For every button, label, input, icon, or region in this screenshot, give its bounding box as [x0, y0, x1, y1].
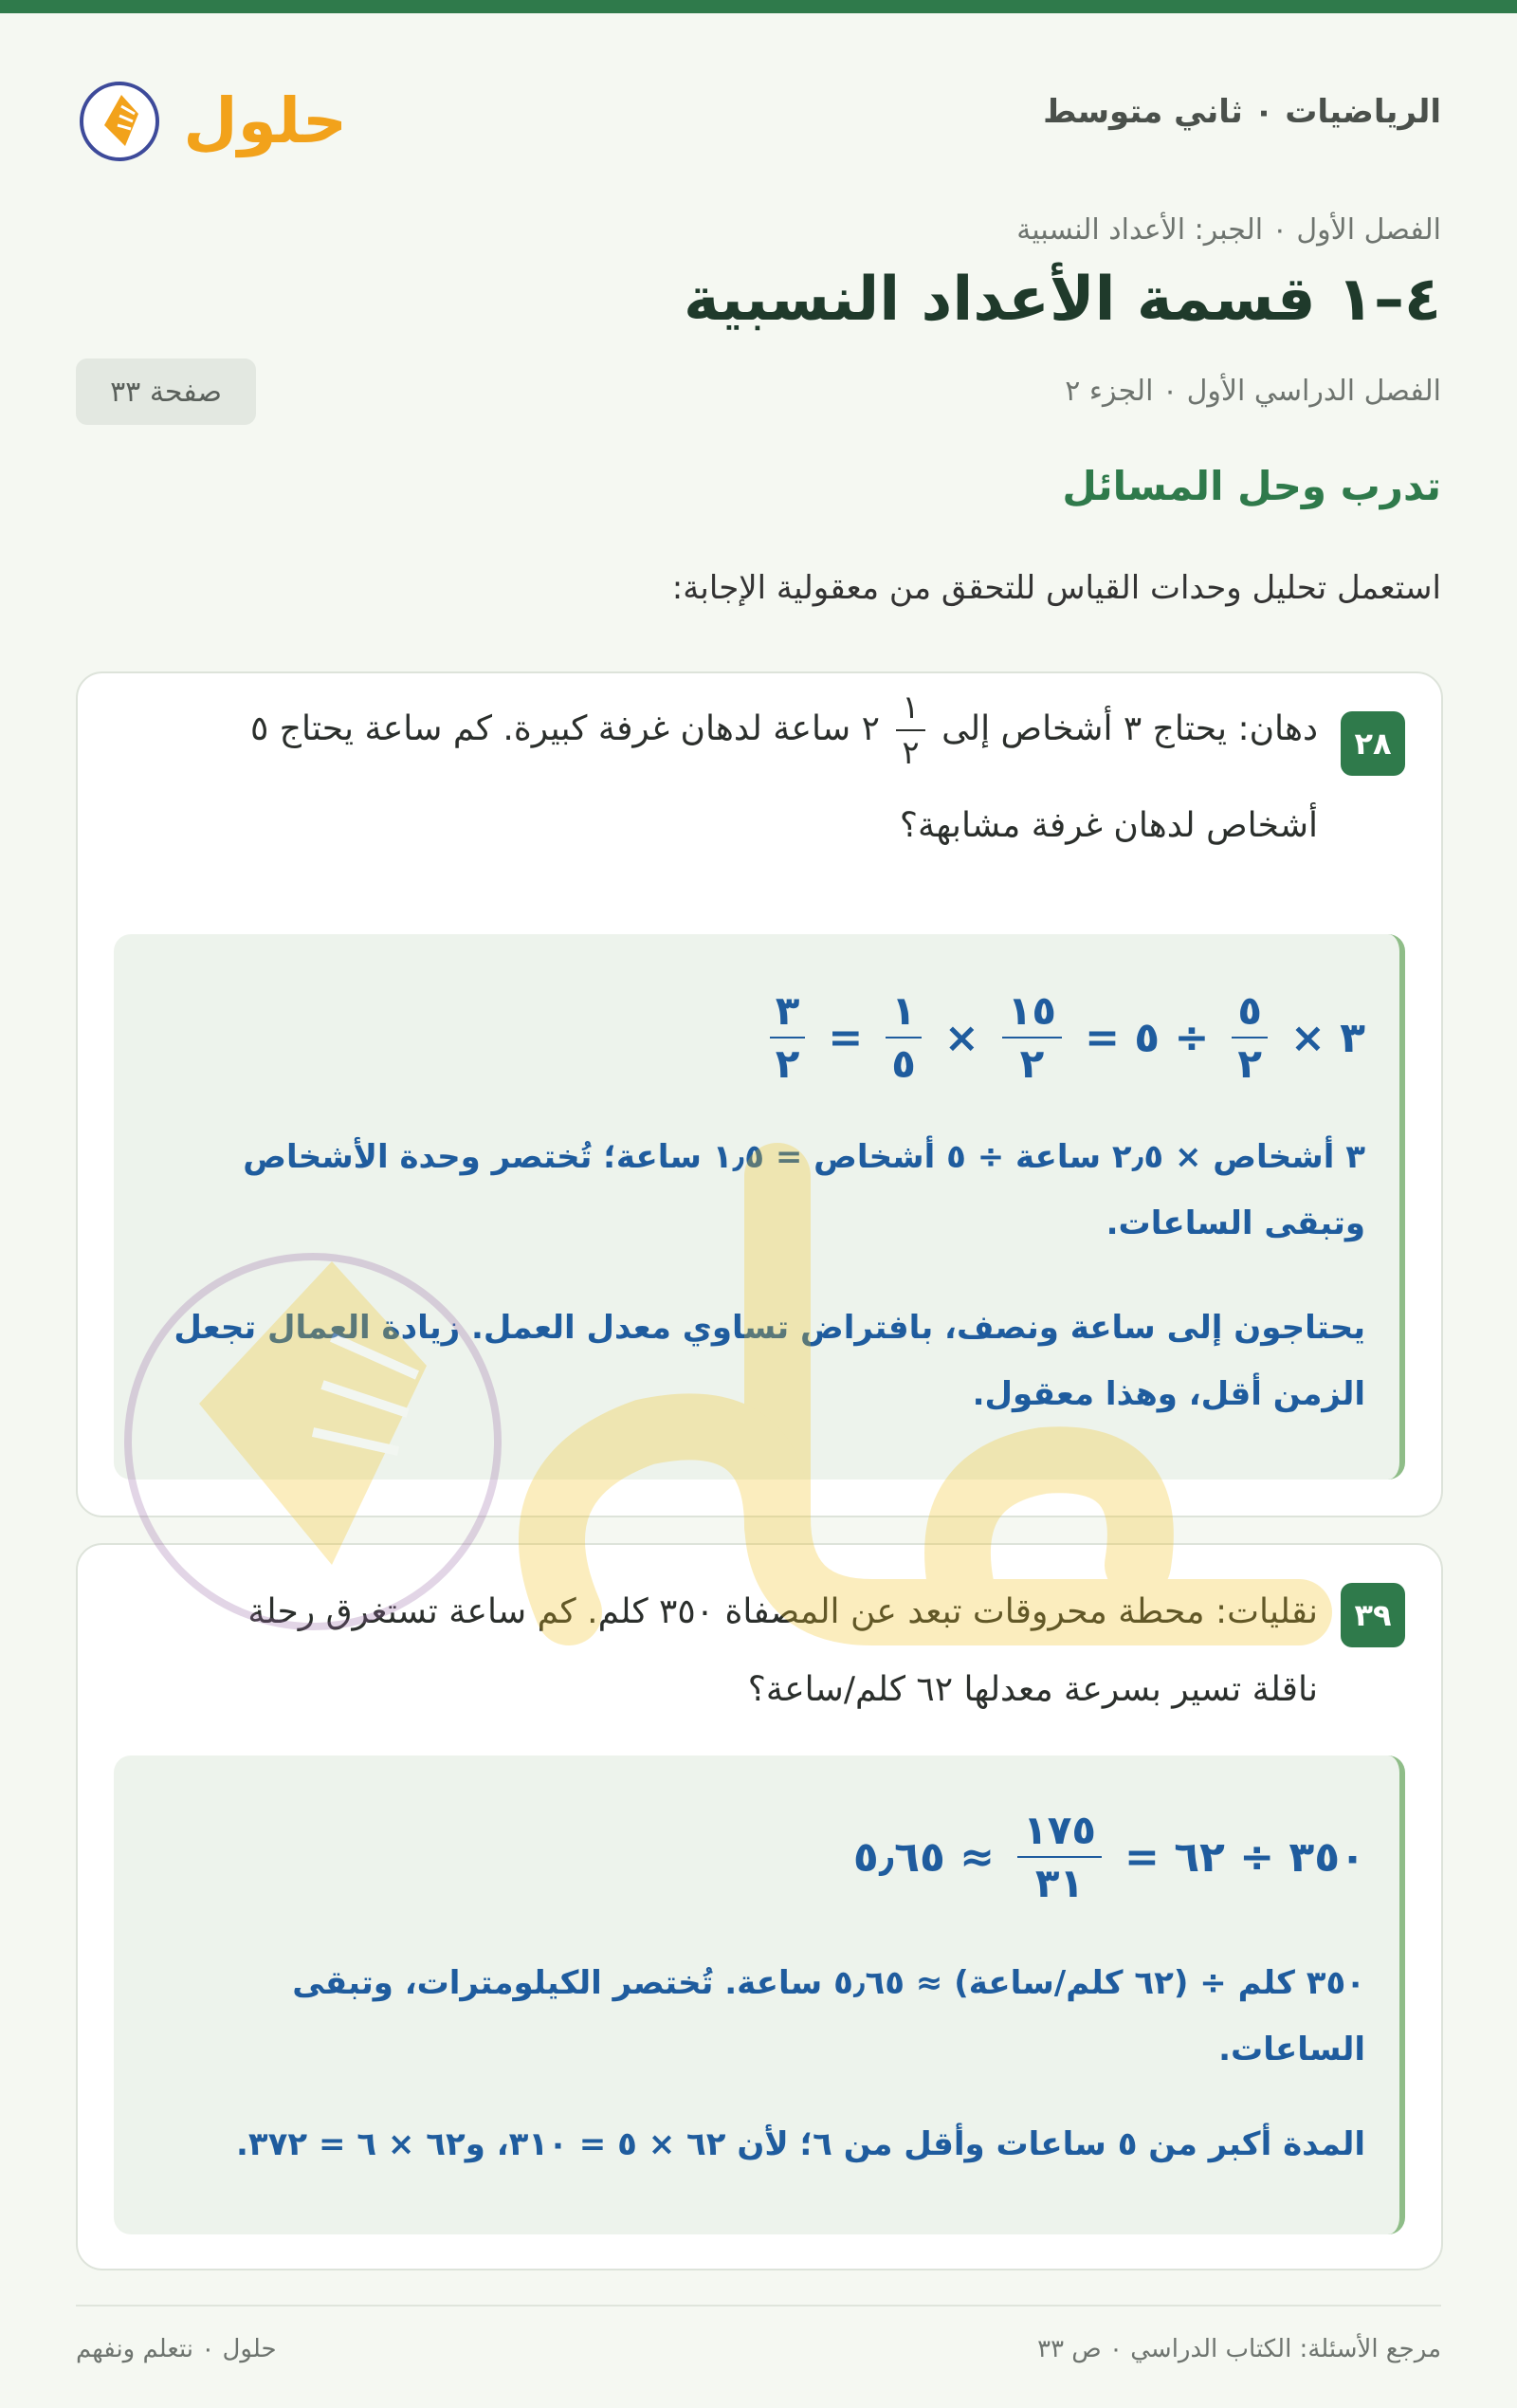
- footer-divider: [76, 2305, 1441, 2307]
- question-text-after: ساعة لدهان غرفة كبيرة. كم ساعة يحتاج ٥ أشخاص لدهان غرفة مشابهة؟: [249, 709, 1318, 845]
- answer-line: ٣٥٠ كلم ÷ (٦٢ كلم/ساعة) ≈ ٥٫٦٥ ساعة. تُختصر الكيلومترات، وتبقى الساعات.: [292, 1964, 1365, 2068]
- question-text-before: دهان: يحتاج ٣ أشخاص إلى: [941, 709, 1318, 748]
- question-text: نقليات: محطة محروقات تبعد عن المصفاة ٣٥٠ كلم. كم ساعة تستغرق رحلة ناقلة تسير بسرعة معدلها ٦٢ كلم/ساعة؟: [247, 1592, 1318, 1709]
- fraction-numerator: ١: [896, 691, 924, 731]
- eq-fraction: [770, 987, 806, 1087]
- eq-term: ٣٥٠ ÷ ٦٢ =: [1124, 1832, 1365, 1882]
- eq-term: ÷ ٥ =: [1085, 1013, 1210, 1062]
- fraction-denominator: ٥: [891, 1040, 916, 1087]
- mixed-fraction: [896, 689, 924, 772]
- answer-box: [114, 1755, 1405, 2234]
- section-heading: تدرب وحل المسائل: [1062, 463, 1441, 509]
- footer-reference: مرجع الأسئلة: الكتاب الدراسي ٠ ص ٣٣: [1037, 2335, 1441, 2363]
- page-badge: صفحة ٣٣: [76, 358, 256, 425]
- fraction-numerator: ١٥: [1002, 991, 1062, 1039]
- instruction-text: استعمل تحليل وحدات القياس للتحقق من معقولية الإجابة:: [671, 569, 1441, 607]
- mixed-whole: ٢: [861, 709, 880, 748]
- logo: [76, 59, 341, 173]
- question-card-39: [76, 1543, 1443, 2270]
- eq-term: ×: [943, 1013, 979, 1062]
- eq-fraction: [1002, 987, 1062, 1087]
- answer-box: [114, 934, 1405, 1480]
- fraction-denominator: ٣١: [1034, 1860, 1085, 1906]
- answer-line: يحتاجون إلى ساعة ونصف، بافتراض تساوي معدل العمل. زيادة العمال تجعل الزمن أقل، وهذا معقول.: [174, 1309, 1365, 1413]
- eq-fraction: [1017, 1807, 1102, 1906]
- eq-term: =: [828, 1013, 864, 1062]
- fraction-numerator: ٣: [770, 991, 806, 1039]
- logo-icon: [76, 59, 341, 173]
- term-info: الفصل الدراسي الأول ٠ الجزء ٢: [1065, 375, 1441, 408]
- answer-equation: [852, 1807, 1365, 1906]
- fraction-numerator: ٥: [1232, 991, 1268, 1039]
- fraction-numerator: ١٧٥: [1017, 1811, 1102, 1858]
- lesson-title: ٤–١ قسمة الأعداد النسبية: [683, 265, 1441, 335]
- fraction-denominator: ٢: [1237, 1040, 1262, 1087]
- eq-fraction: [1232, 987, 1268, 1087]
- fraction-denominator: ٢: [1019, 1040, 1045, 1087]
- question-number: ٢٨: [1341, 711, 1405, 776]
- answer-equation: [764, 987, 1365, 1087]
- footer-brand: حلول ٠ نتعلم ونفهم: [76, 2335, 277, 2363]
- fraction-denominator: ٢: [902, 734, 920, 772]
- answer-line: المدة أكبر من ٥ ساعات وأقل من ٦؛ لأن ٦٢ × ٥ = ٣١٠، و٦٢ × ٦ = ٣٧٢.: [235, 2125, 1365, 2163]
- eq-term: ≈ ٥٫٦٥: [852, 1832, 996, 1882]
- question-text: [201, 681, 1318, 874]
- logo-text: حلول: [183, 84, 341, 157]
- subject-label: الرياضيات ٠ ثاني متوسط: [1043, 93, 1441, 131]
- answer-line: ٣ أشخاص × ٢٫٥ ساعة ÷ ٥ أشخاص = ١٫٥ ساعة؛ تُختصر وحدة الأشخاص وتبقى الساعات.: [243, 1138, 1365, 1242]
- fraction-numerator: ١: [886, 991, 922, 1039]
- question-number: ٣٩: [1341, 1583, 1405, 1647]
- breadcrumb: الفصل الأول ٠ الجبر: الأعداد النسبية: [1016, 213, 1441, 247]
- top-accent-bar: [0, 0, 1517, 13]
- eq-fraction: [886, 987, 922, 1087]
- question-card-28: [76, 671, 1443, 1517]
- fraction-denominator: ٢: [775, 1040, 800, 1087]
- eq-term: ٣ ×: [1289, 1013, 1365, 1062]
